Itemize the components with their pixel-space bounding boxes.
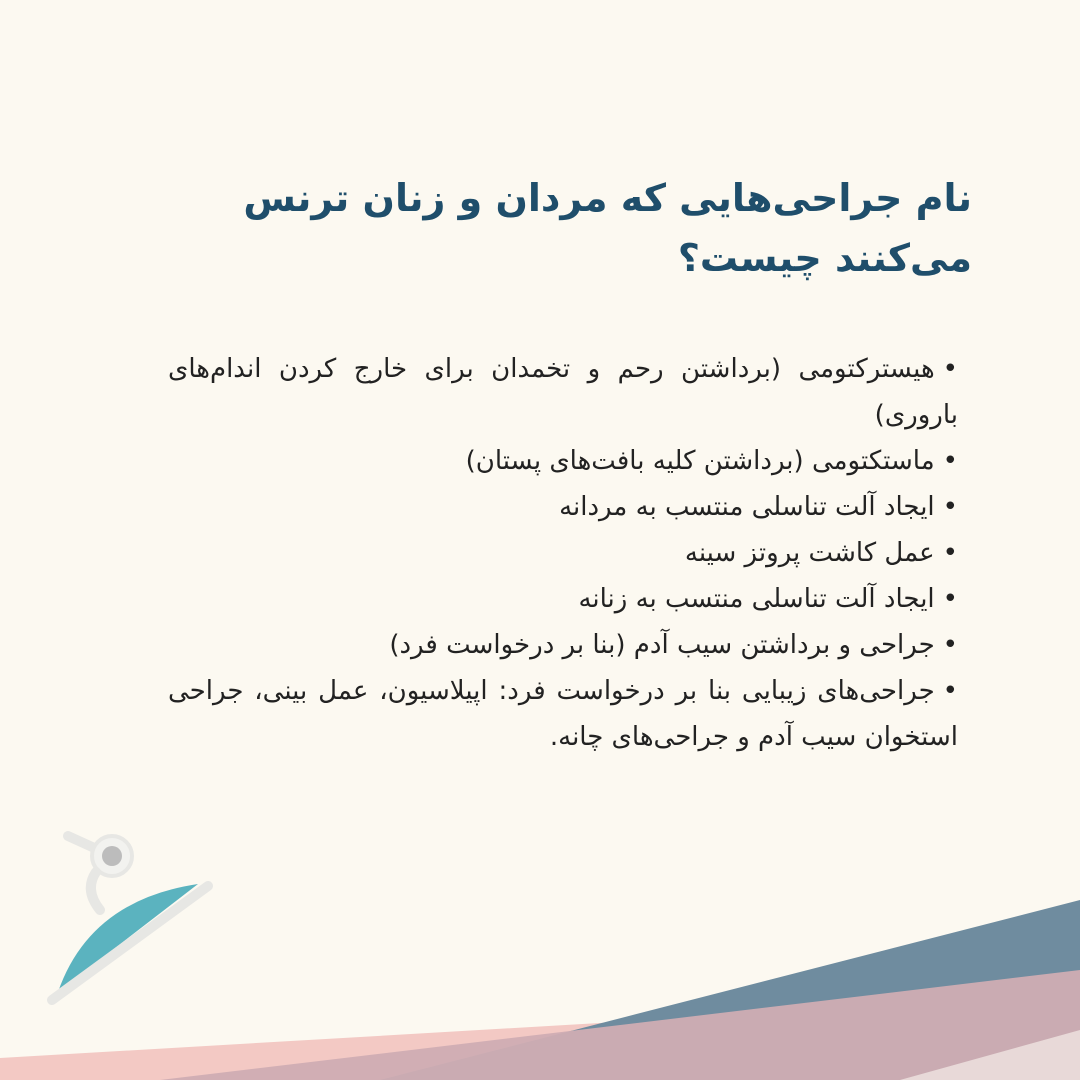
list-item: [168, 576, 958, 622]
page-title: نام جراحی‌هایی که مردان و زنان ترنس می‌کنند چیست؟: [243, 176, 972, 280]
list-item-text: ایجاد آلت تناسلی منتسب به زنانه: [578, 584, 935, 614]
list-item: [168, 346, 958, 438]
bullet: •: [942, 492, 958, 522]
list-item: [168, 484, 958, 530]
list-item: [168, 530, 958, 576]
list-item-text: هیسترکتومی (برداشتن رحم و تخمدان برای خارج کردن اندام‌های باروری): [168, 354, 958, 430]
list-item-text: ایجاد آلت تناسلی منتسب به مردانه: [559, 492, 935, 522]
bullet: •: [942, 584, 958, 614]
list-item-text: جراحی‌های زیبایی بنا بر درخواست فرد: اپیلاسیون، عمل بینی، جراحی استخوان سیب آدم و جراحی‌های چانه.: [168, 676, 958, 752]
list-item: [168, 668, 958, 760]
bullet: •: [942, 538, 958, 568]
bullet: •: [942, 446, 958, 476]
bullet: •: [942, 630, 958, 660]
list-item: [168, 622, 958, 668]
surgical-lamp-icon: [52, 836, 208, 1000]
bullet: •: [942, 354, 958, 384]
list-item: [168, 438, 958, 484]
bullet: •: [942, 676, 958, 706]
list-item-text: عمل کاشت پروتز سینه: [684, 538, 935, 568]
list-item-text: ماستکتومی (برداشتن کلیه بافت‌های پستان): [465, 446, 935, 476]
stripe-mauve: [160, 970, 1080, 1080]
list-item-text: جراحی و برداشتن سیب آدم (بنا بر درخواست فرد): [389, 630, 935, 660]
surgery-list: [168, 346, 958, 760]
